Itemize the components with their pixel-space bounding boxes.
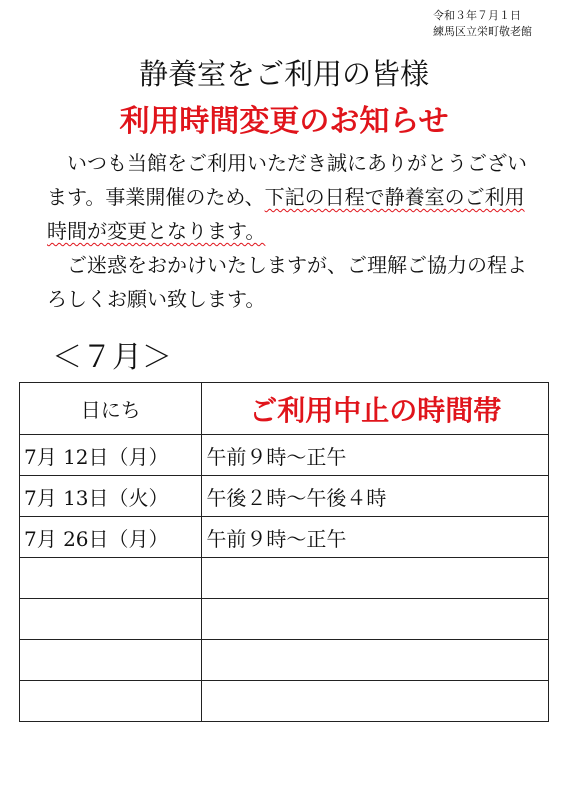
empty-cell [202, 599, 549, 640]
body-paragraph-2: ご迷惑をおかけいたしますが、ご理解ご協力の程よろしくお願い致します。 [47, 253, 527, 311]
notice-subtitle: 利用時間変更のお知らせ [119, 104, 449, 139]
table-header-row [20, 383, 549, 435]
table-row-empty [20, 681, 549, 722]
empty-cell [20, 558, 202, 599]
table-row [20, 517, 549, 558]
row-time: 午後２時～午後４時 [202, 476, 549, 517]
paragraph-1-text: いつも当館をご利用いただき誠にありがとうございます。事業開催のため、 [47, 151, 527, 209]
row-time: 午前９時～正午 [202, 435, 549, 476]
month-heading: ＜７月＞ [52, 340, 172, 375]
header-date: 日にち [20, 383, 202, 435]
paragraph-1-underlined-text: 下記の日程で静養室のご利用時間が変更となります。 [47, 185, 525, 243]
body-paragraph-1 [47, 146, 527, 248]
empty-cell [202, 640, 549, 681]
table-row-empty [20, 558, 549, 599]
notice-title: 静養室をご利用の皆様 [138, 57, 429, 91]
notice-date: 令和３年７月１日 [433, 9, 521, 22]
table-row [20, 476, 549, 517]
table-row [20, 435, 549, 476]
empty-cell [20, 599, 202, 640]
row-date: 7月 12日（月） [20, 435, 202, 476]
empty-cell [202, 681, 549, 722]
row-date: 7月 26日（月） [20, 517, 202, 558]
empty-cell [20, 681, 202, 722]
table-row-empty [20, 599, 549, 640]
empty-cell [20, 640, 202, 681]
header-meta [433, 8, 532, 40]
organization-name: 練馬区立栄町敬老館 [433, 25, 532, 38]
notice-body [47, 146, 527, 316]
schedule-table [19, 382, 549, 722]
empty-cell [202, 558, 549, 599]
row-time: 午前９時～正午 [202, 517, 549, 558]
table-row-empty [20, 640, 549, 681]
header-closed-hours: ご利用中止の時間帯 [202, 383, 549, 435]
row-date: 7月 13日（火） [20, 476, 202, 517]
